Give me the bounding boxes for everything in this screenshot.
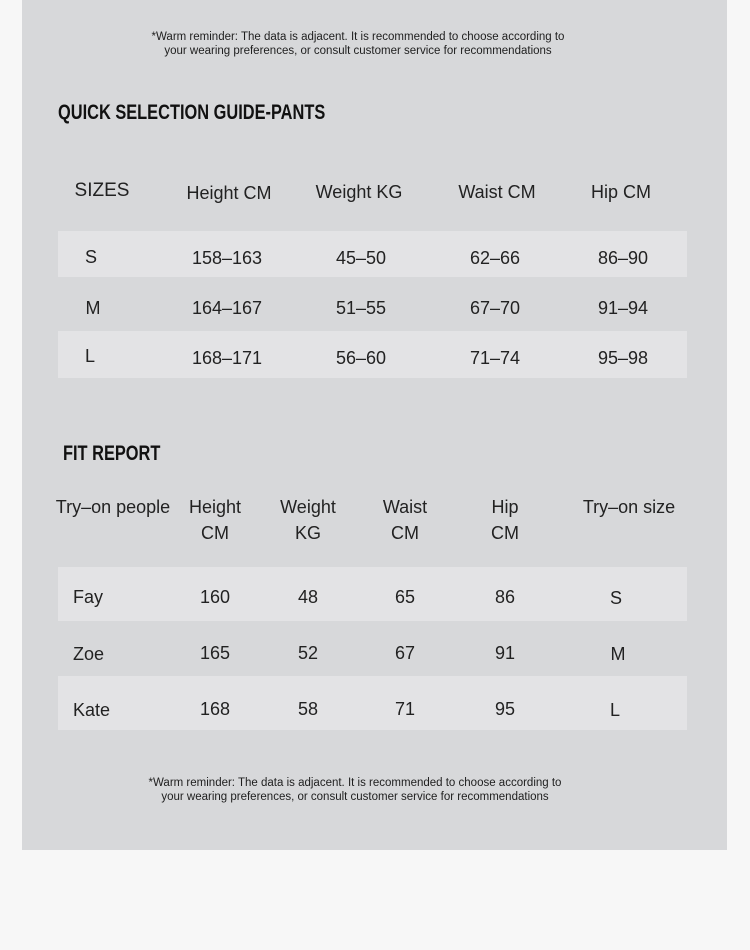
waist-cell: 67–70 bbox=[469, 298, 521, 318]
hip-cell: 95 bbox=[494, 699, 516, 719]
hip-cell: 95–98 bbox=[597, 348, 649, 368]
header-line-2: CM bbox=[201, 523, 229, 543]
header-try-on-size bbox=[572, 494, 686, 520]
reminder-line-2: your wearing preferences, or consult customer service for recommendations bbox=[164, 44, 552, 57]
weight-cell: 52 bbox=[297, 643, 319, 663]
height-cell: 158–163 bbox=[191, 248, 263, 268]
header-hip: Hip CM bbox=[590, 182, 651, 202]
size-cell: L bbox=[84, 346, 95, 366]
size-cell: M bbox=[610, 644, 626, 664]
waist-cell: 71 bbox=[394, 699, 416, 719]
header-hip bbox=[465, 494, 545, 546]
size-cell: S bbox=[609, 588, 622, 608]
person-cell: Fay bbox=[73, 587, 104, 607]
height-cell: 165 bbox=[199, 643, 231, 663]
height-cell: 168–171 bbox=[191, 348, 263, 368]
reminder-line-1: *Warm reminder: The data is adjacent. It is recommended to choose according to bbox=[151, 31, 565, 43]
hip-cell: 91–94 bbox=[597, 298, 649, 318]
header-waist: Waist CM bbox=[458, 182, 536, 202]
header-line-1: Try–on people bbox=[55, 497, 171, 517]
height-cell: 160 bbox=[199, 587, 231, 607]
weight-cell: 56–60 bbox=[335, 348, 387, 368]
header-line-1: Try–on size bbox=[582, 497, 676, 517]
header-line-1: Weight bbox=[280, 497, 336, 517]
reminder-line-2: your wearing preferences, or consult customer service for recommendations bbox=[161, 790, 549, 803]
quick-guide-title: QUICK SELECTION GUIDE-PANTS bbox=[58, 101, 326, 124]
size-cell: M bbox=[85, 298, 101, 318]
header-sizes: SIZES bbox=[74, 180, 130, 201]
waist-cell: 67 bbox=[394, 643, 416, 663]
header-weight bbox=[268, 494, 348, 546]
weight-cell: 45–50 bbox=[335, 248, 387, 268]
warm-reminder-top bbox=[0, 31, 733, 58]
height-cell: 164–167 bbox=[191, 298, 263, 318]
weight-cell: 51–55 bbox=[335, 298, 387, 318]
header-line-1: Hip bbox=[491, 497, 519, 517]
height-cell: 168 bbox=[199, 699, 231, 719]
header-weight: Weight KG bbox=[315, 182, 403, 202]
header-line-1: Waist bbox=[382, 497, 428, 517]
weight-cell: 48 bbox=[297, 587, 319, 607]
weight-cell: 58 bbox=[297, 699, 319, 719]
waist-cell: 62–66 bbox=[469, 248, 521, 268]
waist-cell: 71–74 bbox=[469, 348, 521, 368]
person-cell: Zoe bbox=[73, 644, 105, 664]
size-cell: L bbox=[609, 700, 620, 720]
hip-cell: 91 bbox=[494, 643, 516, 663]
hip-cell: 86 bbox=[494, 587, 516, 607]
header-try-on-people bbox=[50, 494, 176, 520]
fit-report-title: FIT REPORT bbox=[63, 442, 161, 465]
person-cell: Kate bbox=[73, 700, 111, 720]
hip-cell: 86–90 bbox=[597, 248, 649, 268]
waist-cell: 65 bbox=[394, 587, 416, 607]
header-waist bbox=[365, 494, 445, 546]
header-height bbox=[175, 494, 255, 546]
header-height: Height CM bbox=[186, 183, 272, 203]
size-cell: S bbox=[84, 247, 97, 267]
header-line-2: CM bbox=[391, 523, 419, 543]
warm-reminder-bottom bbox=[0, 777, 730, 804]
reminder-line-1: *Warm reminder: The data is adjacent. It is recommended to choose according to bbox=[148, 777, 562, 789]
header-line-2: CM bbox=[491, 523, 519, 543]
header-line-1: Height bbox=[188, 497, 242, 517]
header-line-2: KG bbox=[294, 523, 321, 543]
